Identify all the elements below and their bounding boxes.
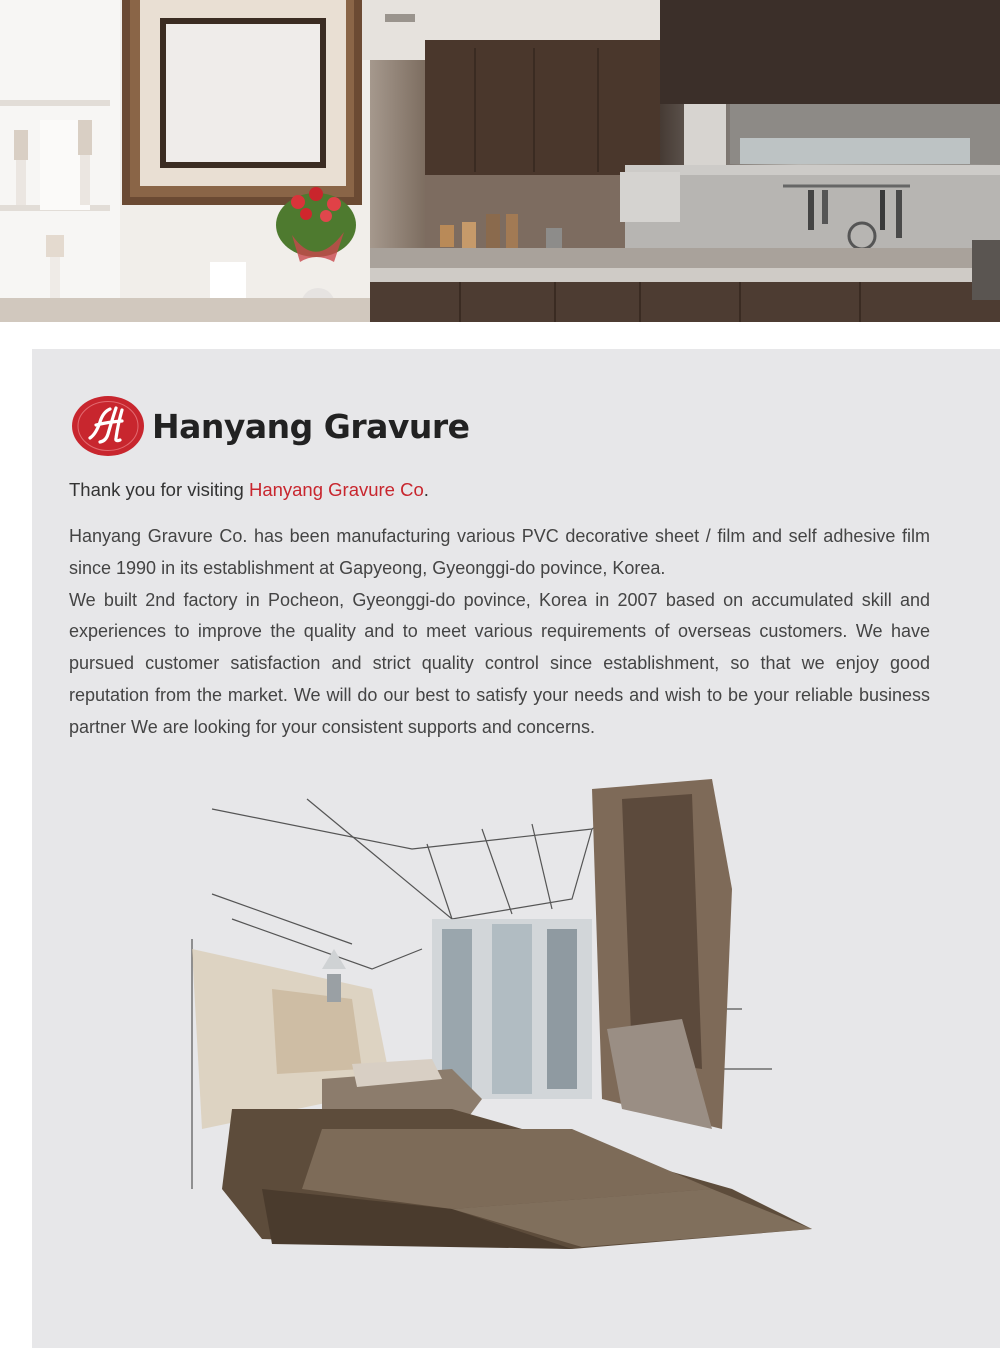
- company-description: [69, 521, 930, 744]
- content-panel: [32, 349, 1000, 1348]
- description-paragraph-2: We built 2nd factory in Pocheon, Gyeonggi-do povince, Korea in 2007 based on accumulated skill and experiences to improve the quality and to meet various requirements of overseas customers. We have pursued customer satisfaction and strict quality control since establishment, so that we enjoy good reputation from the market. We will do our best to satisfy your needs and wish to be your reliable business partner We are looking for your consistent supports and concerns.: [69, 589, 930, 737]
- brand-name: Hanyang Gravure: [152, 406, 470, 446]
- brand-logo: [70, 393, 470, 459]
- intro-suffix: .: [423, 479, 429, 500]
- interior-sketch-illustration: [152, 769, 812, 1249]
- hanyang-logo-mark-icon: [70, 394, 146, 458]
- intro-company-link: Hanyang Gravure Co: [248, 479, 424, 500]
- description-paragraph-1: Hanyang Gravure Co. has been manufacturing various PVC decorative sheet / film and self adhesive film since 1990 in its establishment at Gapyeong, Gyeonggi-do povince, Korea.: [69, 526, 930, 578]
- intro-line: [69, 479, 429, 501]
- hero-kitchen-photo: [0, 0, 1000, 322]
- intro-prefix: Thank you for visiting: [69, 479, 249, 500]
- kitchen-illustration: [0, 0, 1000, 322]
